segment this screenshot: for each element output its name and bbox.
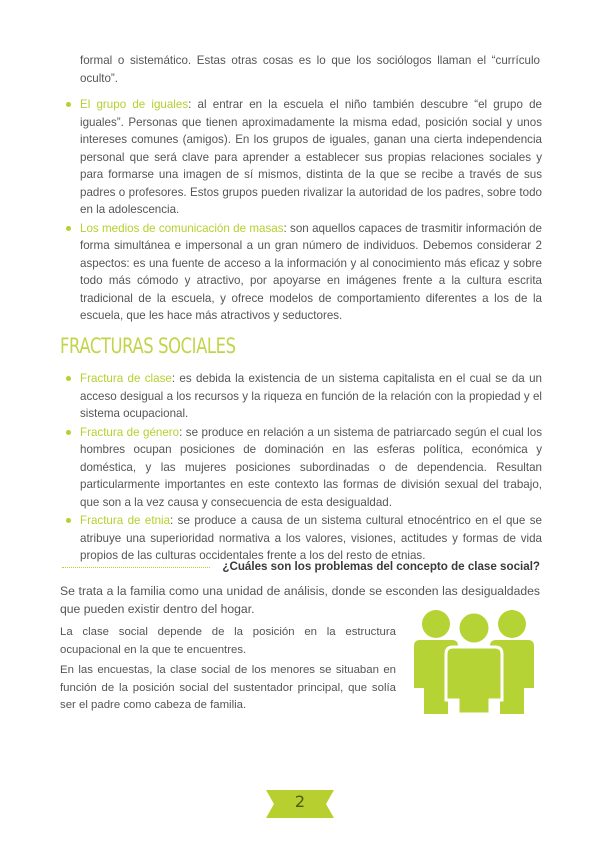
item-text: : se produce a causa de un sistema cultural etnocéntrico en el que se atribuye una superioridad normativa a los valores, visiones, actitudes y formas de vida propios de las culturas occidentales frente a los del resto de etnias. bbox=[80, 514, 542, 562]
item-text: : se produce en relación a un sistema de patriarcado según el cual los hombres ocupan posiciones de dominación en las esferas política, económica y doméstica, y las mujeres posiciones subordinadas o de dependencia. Resultan particularmente importantes en este contexto las formas de división sexual del trabajo, que son a la vez causa y consecuencia de esta desigualdad. bbox=[80, 425, 542, 509]
bullet-icon bbox=[66, 226, 71, 231]
socialization-agents-list bbox=[64, 96, 542, 326]
bullet-icon bbox=[66, 102, 71, 107]
item-term: Fractura de etnia bbox=[80, 514, 171, 527]
paragraph: La clase social depende de la posición en la estructura ocupacional en la que te encuentres. bbox=[60, 626, 396, 656]
list-item bbox=[64, 220, 542, 325]
page-number: 2 bbox=[294, 792, 306, 811]
bullet-icon bbox=[66, 430, 71, 435]
dotted-divider bbox=[62, 567, 210, 568]
bullet-icon bbox=[66, 518, 71, 523]
item-term: Los medios de comunicación de masas bbox=[80, 221, 284, 235]
question-heading: ¿Cuáles son los problemas del concepto de clase social? bbox=[222, 560, 540, 573]
list-item bbox=[64, 424, 542, 512]
paragraph: En las encuestas, la clase social de los menores se situaban en función de la posición social del sustentador principal, que solía ser el padre como cabeza de familia. bbox=[60, 664, 396, 711]
list-item bbox=[64, 370, 542, 423]
item-term: El grupo de iguales bbox=[80, 98, 189, 111]
item-term: Fractura de género bbox=[80, 425, 180, 439]
list-item bbox=[64, 512, 542, 565]
item-text: : es debida la existencia de un sistema capitalista en el cual se da un acceso desigual a los recursos y la riqueza en función de la relación con la propiedad y el sistema ocupacional. bbox=[80, 372, 542, 420]
bullet-icon bbox=[66, 376, 71, 381]
intro-paragraph: formal o sistemático. Estas otras cosas es lo que los sociólogos llaman el “currículo oculto”. bbox=[80, 54, 540, 85]
item-text: : al entrar en la escuela el niño también descubre “el grupo de iguales”. Personas que tienen aproximadamente la misma edad, posición social y unos intereses comunes (amigos). En los grupos de iguales, ganan una cierta independencia personal que será clave para aprender a establecer sus propias relaciones sociales y para formarse una imagen de sí mismos, distinta de la que se recibe a través de sus padres o profesores. Estos grupos pueden rivalizar la autoridad de los padres, sobre todo en la adolescencia. bbox=[80, 98, 542, 216]
item-term: Fractura de clase bbox=[80, 372, 172, 385]
list-item bbox=[64, 96, 542, 219]
group-of-people-icon bbox=[404, 604, 544, 714]
paragraph: Se trata a la familia como una unidad de análisis, donde se esconden las desigualdades que pueden existir dentro del hogar. bbox=[60, 584, 540, 616]
fractures-list bbox=[64, 370, 542, 566]
section-title: FRACTURAS SOCIALES bbox=[60, 334, 236, 358]
item-text: : son aquellos capaces de trasmitir información de forma simultánea e impersonal a un gran número de individuos. Debemos considerar 2 aspectos: es una fuente de acceso a la información y al conocimiento más eficaz y sobre todo más cómodo y atractivo, por apoyarse en imágenes frente a la cultura escrita tradicional de la escuela, y ofrece modelos de comportamiento diferentes a los de la escuela, que les hace más atractivos y seductores. bbox=[80, 221, 542, 322]
